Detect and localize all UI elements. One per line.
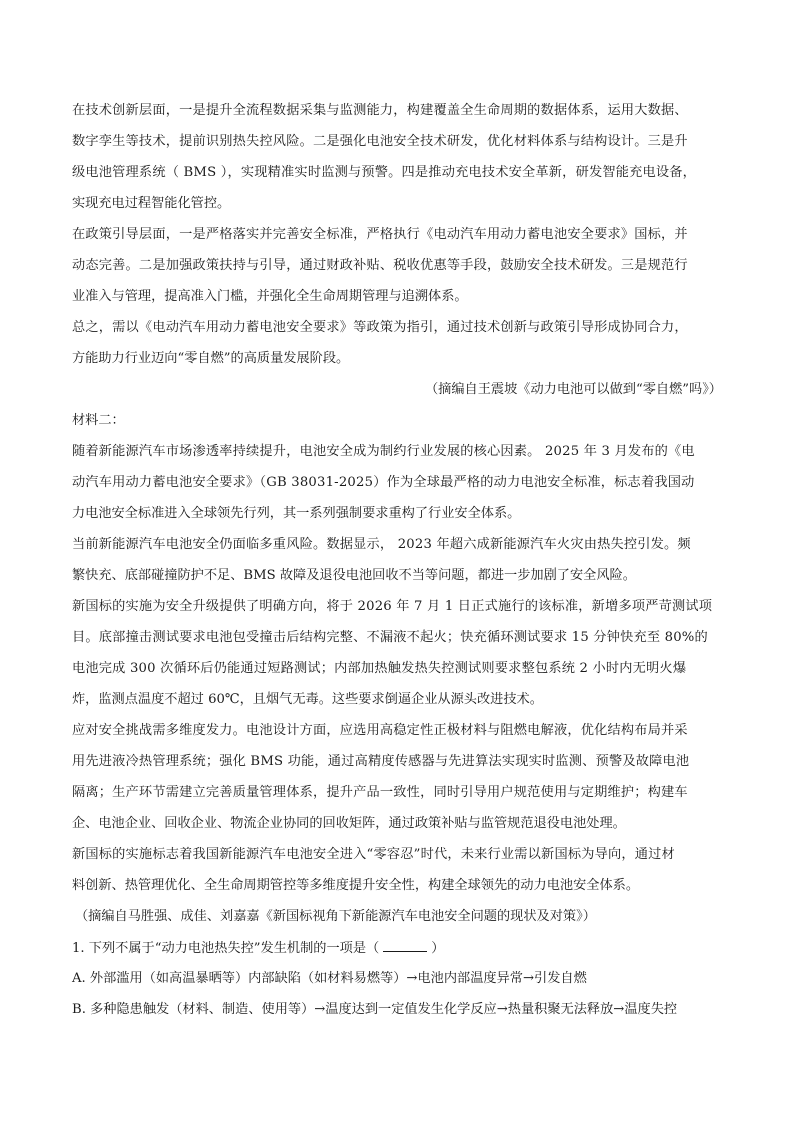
question-1-stem: 1. 下列不属于“动力电池热失控”发生机制的一项是（	[72, 941, 380, 956]
question-1	[72, 939, 444, 958]
paragraph-line: 力电池安全标准进入全球领先行列，其一系列强制要求重构了行业安全体系。	[72, 506, 521, 521]
question-1-close-paren: ）	[431, 941, 445, 956]
paragraph-line: 在技术创新层面，一是提升全流程数据采集与监测能力，构建覆盖全生命周期的数据体系，运用大数据、	[72, 103, 688, 118]
source-citation: （摘编自马胜强、成佳、刘嘉嘉《新国标视角下新能源汽车电池安全问题的现状及对策》）	[75, 909, 596, 924]
paragraph-line: 炸，监测点温度不超过 60℃，且烟气无毒。这些要求倒逼企业从源头改进技术。	[72, 692, 543, 707]
paragraph-line: 实现充电过程智能化管控。	[72, 196, 231, 211]
paragraph-line: 企、电池企业、回收企业、物流企业协同的回收矩阵，通过政策补贴与监管规范退役电池处理。	[72, 816, 626, 831]
paragraph-line: 新国标的实施为安全升级提供了明确方向，将于 2026 年 7 月 1 日正式施行的该标准，新增多项严苛测试项	[72, 599, 713, 614]
paragraph-line: 动汽车用动力蓄电池安全要求》（GB 38031-2025）作为全球最严格的动力电池安全标准，标志着我国动	[72, 475, 695, 490]
paragraph-line: 隔离；生产环节需建立完善质量管理体系，提升产品一致性，同时引导用户规范使用与定期维护；构建车	[72, 785, 688, 800]
option-a: A. 外部滥用（如高温暴晒等）内部缺陷（如材料易燃等）→电池内部温度异常→引发自燃	[72, 971, 587, 986]
section-heading: 材料二：	[72, 413, 125, 428]
paragraph-line: 在政策引导层面，一是严格落实并完善安全标准，严格执行《电动汽车用动力蓄电池安全要求》国标，并	[72, 227, 688, 242]
paragraph-line: 新国标的实施标志着我国新能源汽车电池安全进入“零容忍”时代，未来行业需以新国标为导向，通过材	[72, 847, 675, 862]
paragraph-line: 当前新能源汽车电池安全仍面临多重风险。数据显示， 2023 年超六成新能源汽车火灾由热失控引发。频	[72, 537, 691, 552]
option-b: B. 多种隐患触发（材料、制造、使用等）→温度达到一定值发生化学反应→热量积聚无法释放→温度失控	[72, 1002, 678, 1017]
paragraph-line: 业准入与管理，提高准入门槛，并强化全生命周期管理与追溯体系。	[72, 289, 468, 304]
paragraph-line: 动态完善。二是加强政策扶持与引导，通过财政补贴、税收优惠等手段，鼓励安全技术研发。三是规范行	[72, 258, 688, 273]
paragraph-line: 料创新、热管理优化、全生命周期管控等多维度提升安全性，构建全球领先的动力电池安全体系。	[72, 878, 640, 893]
paragraph-line: 数字孪生等技术，提前识别热失控风险。二是强化电池安全技术研发，优化材料体系与结构设计。三是升	[72, 134, 688, 149]
paragraph-line: 总之，需以《电动汽车用动力蓄电池安全要求》等政策为指引，通过技术创新与政策引导形成协同合力，	[72, 320, 688, 335]
paragraph-line: 繁快充、底部碰撞防护不足、BMS 故障及退役电池回收不当等问题，都进一步加剧了安全风险。	[72, 568, 636, 583]
source-citation: （摘编自王震坡《动力电池可以做到“零自燃”吗》）	[424, 382, 722, 397]
paragraph-line: 应对安全挑战需多维度发力。电池设计方面，应选用高稳定性正极材料与阻燃电解液，优化结构布局并采	[72, 723, 688, 738]
paragraph-line: 用先进液冷热管理系统；强化 BMS 功能，通过高精度传感器与先进算法实现实时监测、预警及故障电池	[72, 754, 690, 769]
answer-blank[interactable]	[383, 939, 427, 952]
paragraph-line: 随着新能源汽车市场渗透率持续提升，电池安全成为制约行业发展的核心因素。 2025 年 3 月发布的《电	[72, 444, 695, 459]
paragraph-line: 目。底部撞击测试要求电池包受撞击后结构完整、不漏液不起火；快充循环测试要求 15 分钟快充至 80%的	[72, 630, 708, 645]
paragraph-line: 级电池管理系统（ BMS ），实现精准实时监测与预警。四是推动充电技术安全革新，研发智能充电设备，	[72, 165, 697, 180]
paragraph-line: 方能助力行业迈向“零自燃”的高质量发展阶段。	[72, 351, 350, 366]
paragraph-line: 电池完成 300 次循环后仍能通过短路测试；内部加热触发热失控测试则要求整包系统 2 小时内无明火爆	[72, 661, 687, 676]
